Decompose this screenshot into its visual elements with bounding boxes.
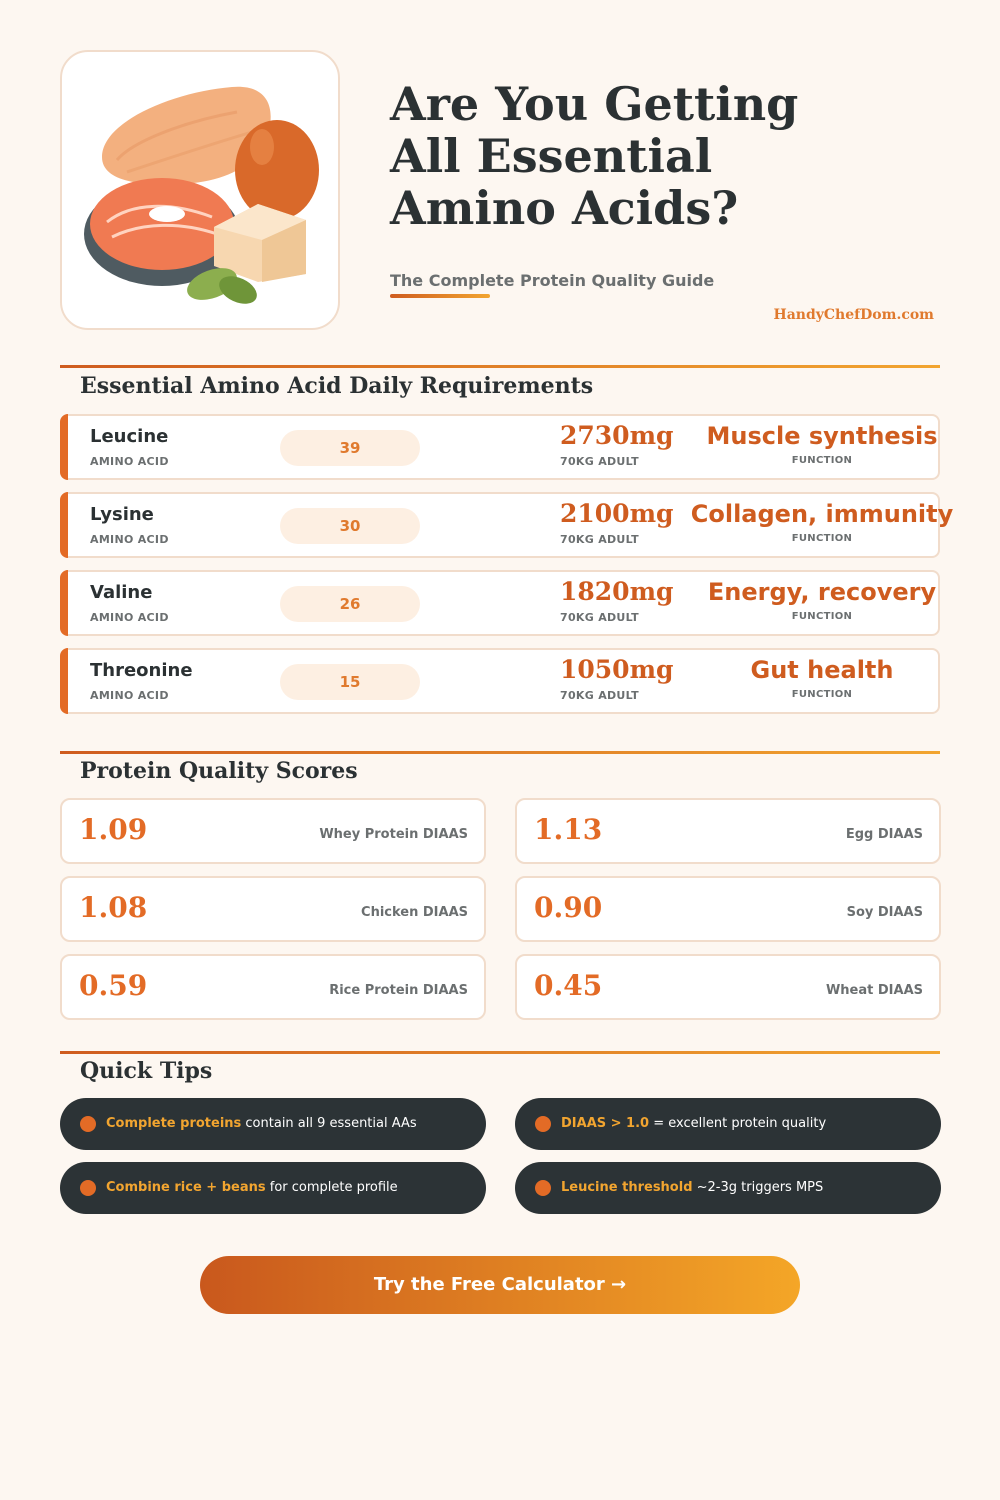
page-title-line-3: Amino Acids? <box>390 181 739 235</box>
row-accent-bar <box>60 492 68 558</box>
tip-highlight: Combine rice + beans <box>106 1180 266 1195</box>
tip-body: contain all 9 essential AAs <box>241 1116 417 1131</box>
score-label: Egg DIAAS <box>845 827 923 842</box>
amino-acid-name: Leucine <box>90 426 169 447</box>
score-card-wheat <box>515 954 941 1020</box>
row-accent-bar <box>60 414 68 480</box>
tip-text <box>106 1116 417 1131</box>
amino-acid-name: Lysine <box>90 504 154 525</box>
score-label: Rice Protein DIAAS <box>329 983 468 998</box>
page-subtitle: The Complete Protein Quality Guide <box>390 271 715 290</box>
amino-acid-value-pill: 15 <box>280 664 420 700</box>
row-accent-bar <box>60 648 68 714</box>
tip-text <box>561 1180 823 1195</box>
row-accent-bar <box>60 570 68 636</box>
tip-highlight: DIAAS > 1.0 <box>561 1116 650 1131</box>
tip-highlight: Leucine threshold <box>561 1180 693 1195</box>
page-title-line-2: All Essential <box>390 129 713 183</box>
amino-acid-name: Valine <box>90 582 153 603</box>
score-value: 0.90 <box>534 891 603 924</box>
function-label: FUNCTION <box>791 533 853 544</box>
score-card-chicken <box>60 876 486 942</box>
score-card-soy <box>515 876 941 942</box>
amino-acid-type-label: AMINO ACID <box>90 455 169 468</box>
bullet-dot-icon <box>535 1180 551 1196</box>
score-label: Chicken DIAAS <box>361 905 468 920</box>
daily-amount-label: 70KG ADULT <box>560 455 639 468</box>
amino-acid-row-leucine <box>60 414 940 480</box>
amino-acid-type-label: AMINO ACID <box>90 611 169 624</box>
score-value: 0.45 <box>534 969 603 1002</box>
score-card-egg <box>515 798 941 864</box>
amino-acid-value-pill: 39 <box>280 430 420 466</box>
free-calculator-button[interactable]: Try the Free Calculator → <box>200 1256 800 1314</box>
amino-acid-row-lysine <box>60 492 954 558</box>
score-value: 0.59 <box>79 969 148 1002</box>
amino-acid-function: Energy, recovery <box>707 578 937 606</box>
score-label: Wheat DIAAS <box>825 983 923 998</box>
score-value: 1.08 <box>79 891 148 924</box>
tip-text <box>106 1180 398 1195</box>
tip-body: ~2-3g triggers MPS <box>692 1180 824 1195</box>
function-label: FUNCTION <box>791 689 853 700</box>
egg-shape <box>235 120 319 220</box>
protein-foods-illustration <box>62 52 340 330</box>
section-divider <box>60 365 940 368</box>
amino-acid-function: Collagen, immunity <box>690 500 954 528</box>
daily-amount: 2100mg <box>560 499 674 528</box>
daily-amount: 1820mg <box>560 577 674 606</box>
function-label: FUNCTION <box>791 611 853 622</box>
score-value: 1.13 <box>534 813 603 846</box>
score-card-whey <box>60 798 486 864</box>
amino-acid-type-label: AMINO ACID <box>90 533 169 546</box>
tip-body: = excellent protein quality <box>649 1116 827 1131</box>
section-divider <box>60 751 940 754</box>
page-title <box>390 78 950 234</box>
bullet-dot-icon <box>535 1116 551 1132</box>
scores-section-title: Protein Quality Scores <box>80 758 358 784</box>
amino-acid-row-valine <box>60 570 940 636</box>
tip-diaas-threshold <box>515 1098 941 1150</box>
bullet-dot-icon <box>80 1180 96 1196</box>
score-label: Soy DIAAS <box>846 905 923 920</box>
tip-combine-foods <box>60 1162 486 1214</box>
score-card-rice-protein <box>60 954 486 1020</box>
section-divider <box>60 1051 940 1054</box>
score-label: Whey Protein DIAAS <box>319 827 468 842</box>
tip-body: for complete profile <box>265 1180 398 1195</box>
tip-complete-proteins <box>60 1098 486 1150</box>
requirements-section-title: Essential Amino Acid Daily Requirements <box>80 373 594 399</box>
amino-acid-value-pill: 30 <box>280 508 420 544</box>
hero-illustration-card <box>60 50 340 330</box>
amino-acid-value-pill: 26 <box>280 586 420 622</box>
page-title-line-1: Are You Getting <box>390 77 799 131</box>
amino-acid-function: Gut health <box>750 656 894 684</box>
bullet-dot-icon <box>80 1116 96 1132</box>
function-label: FUNCTION <box>791 455 853 466</box>
daily-amount: 2730mg <box>560 421 674 450</box>
daily-amount: 1050mg <box>560 655 674 684</box>
tip-leucine-threshold <box>515 1162 941 1214</box>
tips-section-title: Quick Tips <box>80 1058 213 1084</box>
daily-amount-label: 70KG ADULT <box>560 611 639 624</box>
amino-acid-name: Threonine <box>90 660 193 681</box>
tip-text <box>561 1116 826 1131</box>
subtitle-underline <box>390 294 490 298</box>
amino-acid-row-threonine <box>60 648 940 714</box>
site-link[interactable]: HandyChefDom.com <box>773 307 934 323</box>
score-value: 1.09 <box>79 813 148 846</box>
daily-amount-label: 70KG ADULT <box>560 689 639 702</box>
daily-amount-label: 70KG ADULT <box>560 533 639 546</box>
amino-acid-function: Muscle synthesis <box>706 422 938 450</box>
tip-highlight: Complete proteins <box>106 1116 242 1131</box>
amino-acid-type-label: AMINO ACID <box>90 689 169 702</box>
